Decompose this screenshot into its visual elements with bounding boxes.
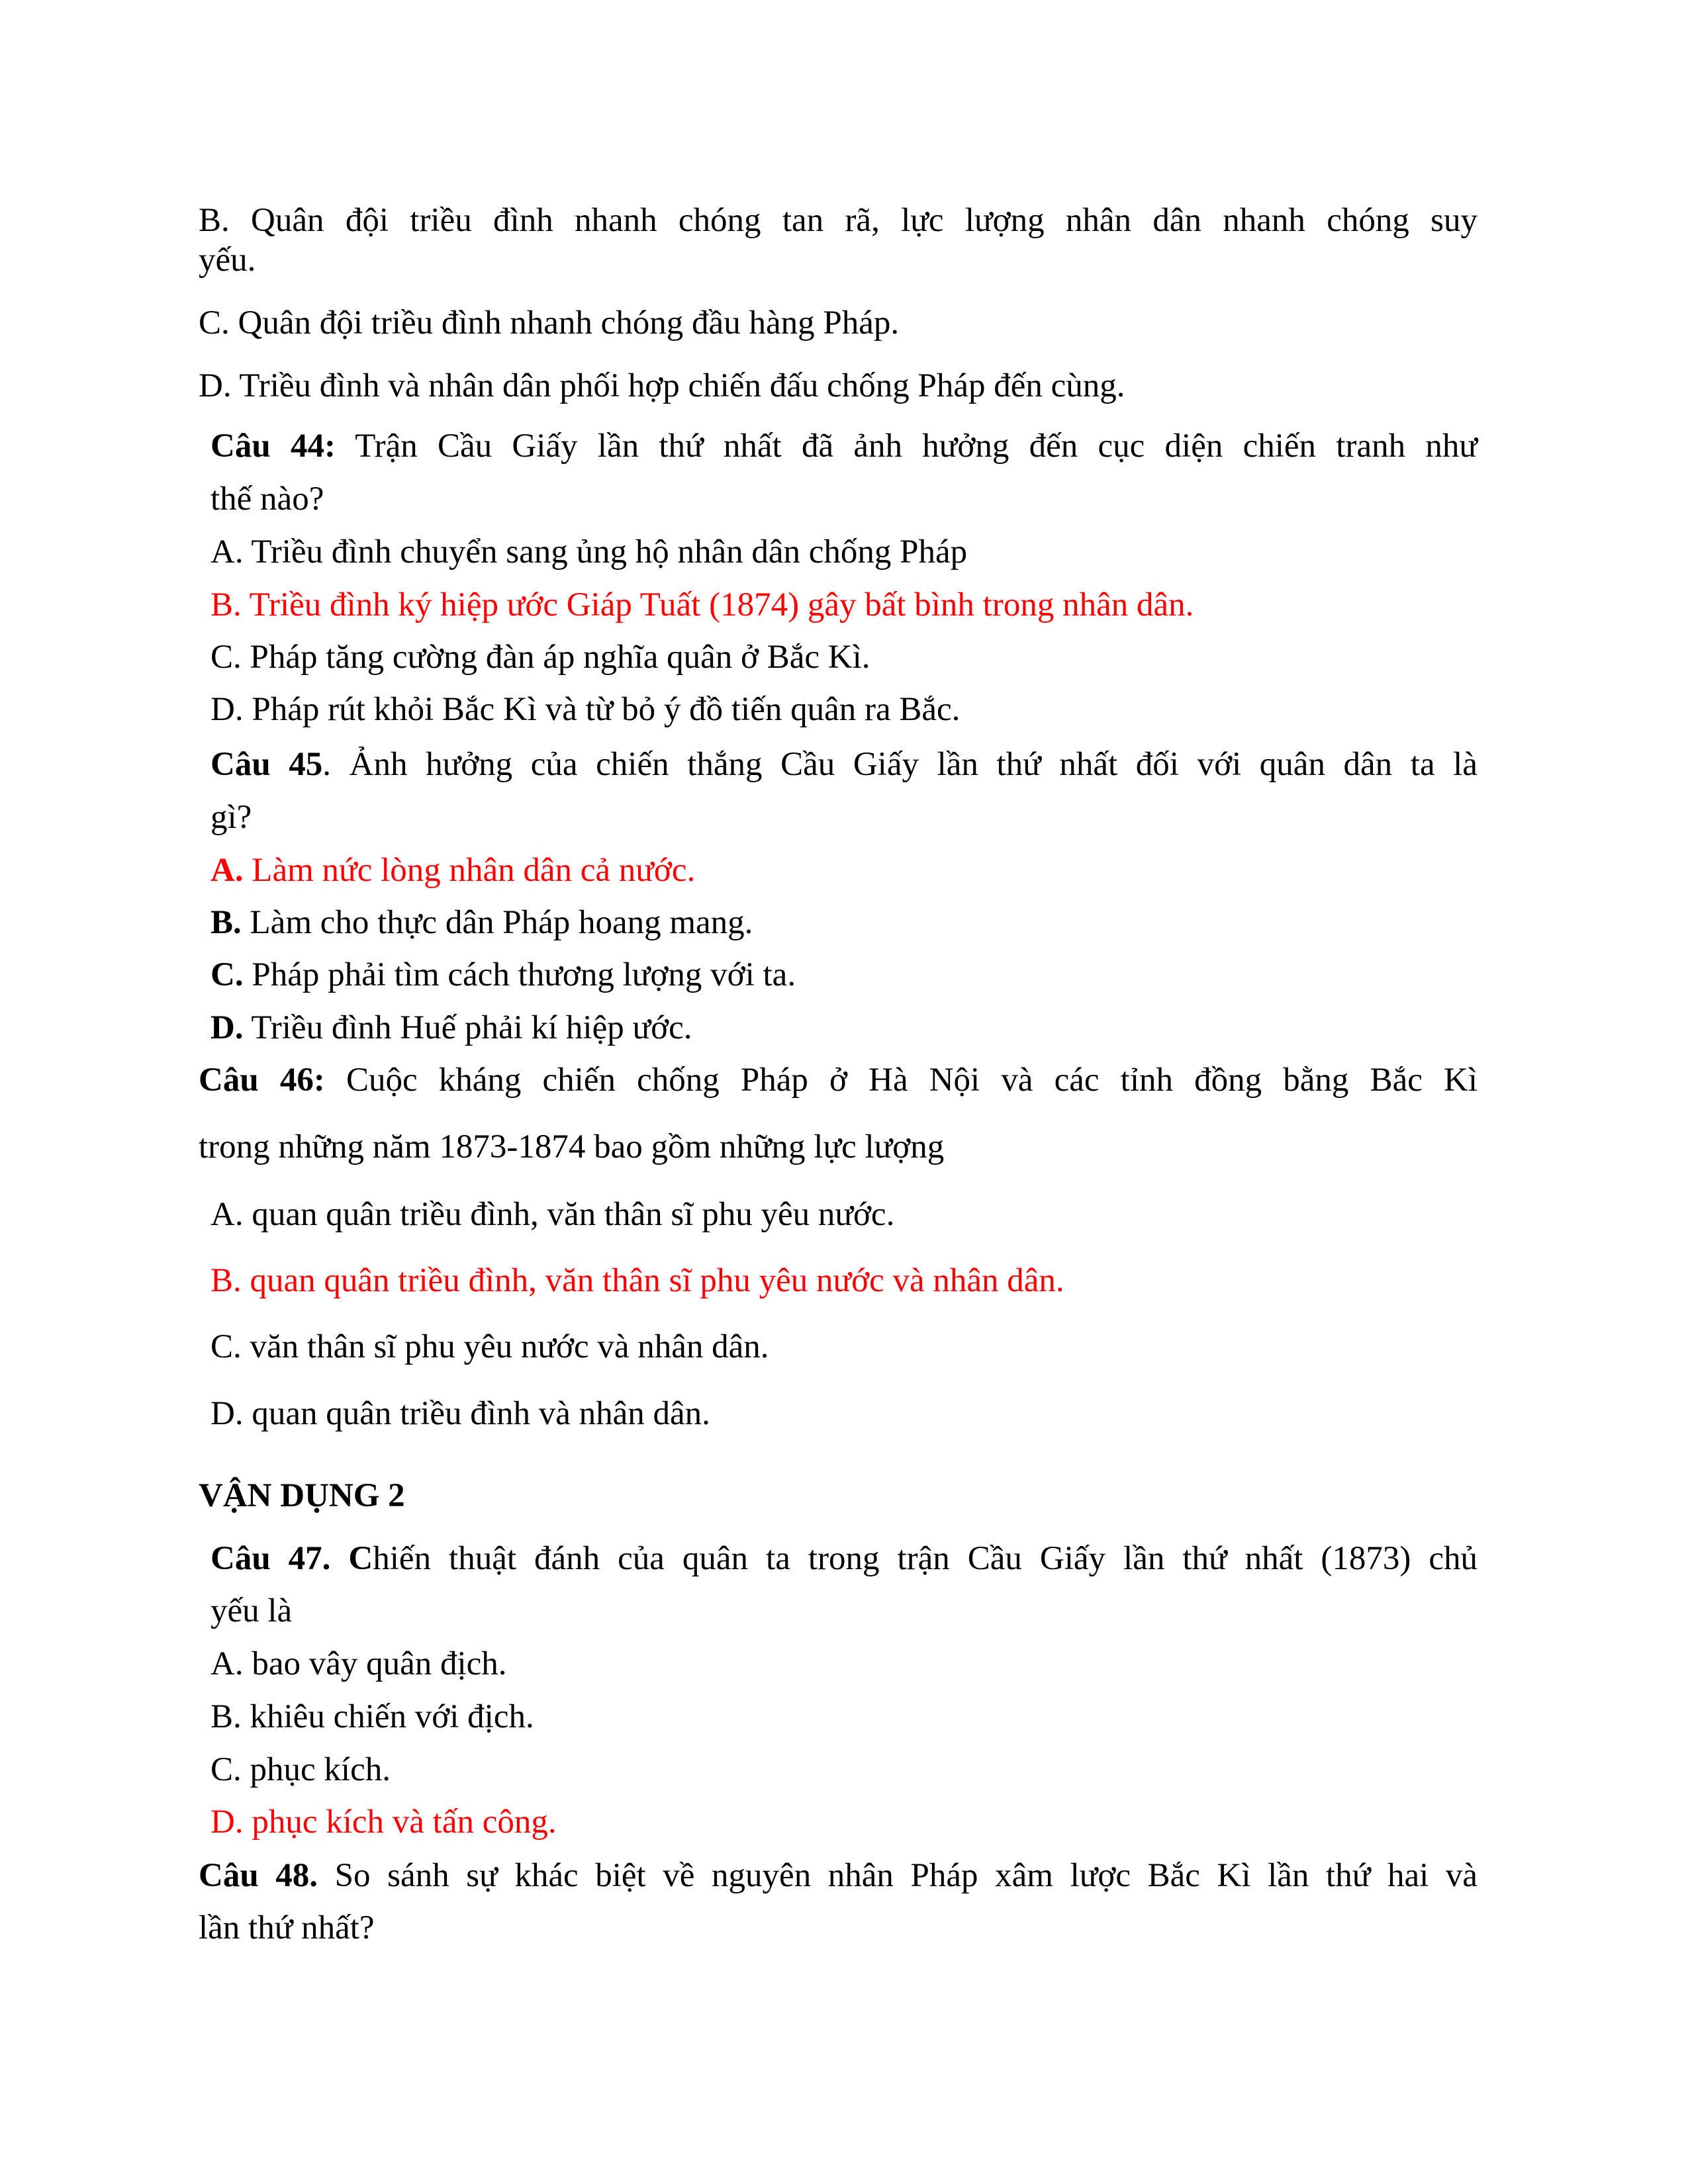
q45-option-d-letter: D. xyxy=(211,1009,244,1046)
q46-label: Câu 46: xyxy=(199,1062,325,1099)
q47-label: Câu 47. C xyxy=(211,1540,373,1577)
q44-option-c: C. Pháp tăng cường đàn áp nghĩa quân ở Bắc Kì. xyxy=(211,639,870,676)
q46-option-c: C. văn thân sĩ phu yêu nước và nhân dân. xyxy=(211,1328,769,1365)
q46-text-line1: Cuộc kháng chiến chống Pháp ở Hà Nội và các tỉnh đồng bằng Bắc Kì xyxy=(324,1062,1477,1099)
q45-option-a-letter: A. xyxy=(211,852,244,889)
q44-text-line2: thế nào? xyxy=(211,480,324,518)
q47-option-b: B. khiêu chiến với địch. xyxy=(211,1698,534,1735)
q48-line1 xyxy=(199,1856,1477,1895)
q45-option-c-text: Pháp phải tìm cách thương lượng với ta. xyxy=(243,956,796,993)
q44-option-b-correct: B. Triều đình ký hiệp ước Giáp Tuất (1874) gây bất bình trong nhân dân. xyxy=(211,586,1194,623)
section-heading: VẬN DỤNG 2 xyxy=(199,1477,405,1514)
q45-option-d xyxy=(211,1008,692,1048)
q47-option-c: C. phục kích. xyxy=(211,1751,391,1788)
q45-text-line1: . Ảnh hưởng của chiến thắng Cầu Giấy lần thứ nhất đối với quân dân ta là xyxy=(322,746,1477,783)
q45-option-a-text: Làm nức lòng nhân dân cả nước. xyxy=(243,852,696,889)
q45-label: Câu 45 xyxy=(211,746,323,783)
q44-option-a: A. Triều đình chuyển sang ủng hộ nhân dân chống Pháp xyxy=(211,533,968,570)
q44-option-d: D. Pháp rút khỏi Bắc Kì và từ bỏ ý đồ tiến quân ra Bắc. xyxy=(211,691,961,728)
q45-option-d-text: Triều đình Huế phải kí hiệp ước. xyxy=(243,1009,692,1046)
q47-text-line1: hiến thuật đánh của quân ta trong trận Cầu Giấy lần thứ nhất (1873) chủ xyxy=(373,1540,1478,1577)
q47-option-d-correct: D. phục kích và tấn công. xyxy=(211,1803,557,1841)
prev-option-b-line2: yếu. xyxy=(199,242,256,279)
prev-option-d: D. Triều đình và nhân dân phối hợp chiến đấu chống Pháp đến cùng. xyxy=(199,367,1125,404)
q48-text-line1: So sánh sự khác biệt về nguyên nhân Pháp xâm lược Bắc Kì lần thứ hai và xyxy=(318,1857,1477,1894)
q44-line1 xyxy=(211,426,1477,466)
q47-line1 xyxy=(211,1539,1477,1578)
q45-option-c xyxy=(211,955,796,995)
q48-text-line2: lần thứ nhất? xyxy=(199,1909,375,1946)
q48-label: Câu 48. xyxy=(199,1857,318,1894)
q46-option-a: A. quan quân triều đình, văn thân sĩ phu yêu nước. xyxy=(211,1196,895,1233)
q45-option-b-letter: B. xyxy=(211,904,242,941)
prev-option-c: C. Quân đội triều đình nhanh chóng đầu hàng Pháp. xyxy=(199,304,900,341)
q45-option-c-letter: C. xyxy=(211,956,244,993)
q46-text-line2: trong những năm 1873-1874 bao gồm những lực lượng xyxy=(199,1128,945,1165)
q46-line1 xyxy=(199,1060,1477,1100)
q45-line1 xyxy=(211,745,1477,784)
q45-option-a-correct xyxy=(211,850,695,890)
q45-option-b xyxy=(211,903,753,942)
q47-option-a: A. bao vây quân địch. xyxy=(211,1645,507,1682)
q46-option-d: D. quan quân triều đình và nhân dân. xyxy=(211,1395,710,1432)
q44-text-line1: Trận Cầu Giấy lần thứ nhất đã ảnh hưởng đến cục diện chiến tranh như xyxy=(335,428,1477,465)
prev-option-b-line1: B. Quân đội triều đình nhanh chóng tan rã, lực lượng nhân dân nhanh chóng suy xyxy=(199,202,1477,239)
q45-option-b-text: Làm cho thực dân Pháp hoang mang. xyxy=(241,904,753,941)
q45-text-line2: gì? xyxy=(211,799,252,836)
q44-label: Câu 44: xyxy=(211,428,336,465)
q46-option-b-correct: B. quan quân triều đình, văn thân sĩ phu yêu nước và nhân dân. xyxy=(211,1262,1064,1299)
q47-text-line2: yếu là xyxy=(211,1592,293,1629)
